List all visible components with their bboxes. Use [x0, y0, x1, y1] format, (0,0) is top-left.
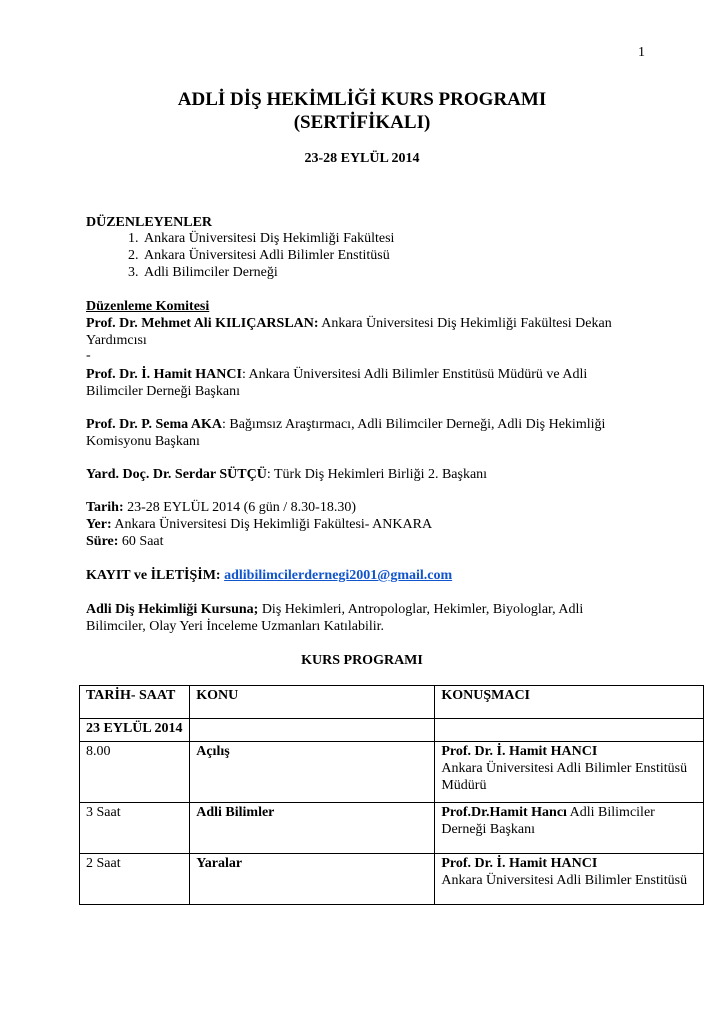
empty-cell [435, 719, 704, 742]
course-dates: 23-28 EYLÜL 2014 [304, 151, 420, 166]
committee-member [86, 315, 646, 349]
member-name: Yard. Doç. Dr. Serdar SÜTÇÜ [86, 467, 267, 482]
audience-label: Adli Diş Hekimliği Kursuna; [86, 602, 259, 617]
organizer-item: 3. Adli Bilimciler Derneği [142, 264, 642, 281]
document-subtitle: (SERTİFİKALI) [293, 112, 431, 133]
session-time: 2 Saat [80, 854, 190, 905]
audience-paragraph [86, 601, 646, 635]
audience-text: Diş Hekimleri, Antropologlar, Hekimler, Biyologlar, Adli Bilimciler, Olay Yeri İnceleme Uzmanları Katılabilir. [86, 602, 584, 634]
contact-label: KAYIT ve İLETİŞİM: [86, 568, 221, 583]
column-header-topic: KONU [190, 686, 435, 719]
empty-cell [190, 719, 435, 742]
session-speaker [435, 742, 704, 803]
program-heading: KURS PROGRAMI [301, 653, 423, 668]
info-place-value: Ankara Üniversitesi Diş Hekimliği Fakültesi- ANKARA [111, 517, 433, 532]
speaker-description: Adli Bilimciler Derneği Başkanı [441, 805, 655, 837]
table-row [80, 803, 704, 854]
member-name: Prof. Dr. Mehmet Ali KILIÇARSLAN: [86, 316, 319, 331]
info-date-label: Tarih: [86, 500, 124, 515]
contact-line [86, 567, 646, 584]
member-description: Ankara Üniversitesi Diş Hekimliği Fakültesi Dekan Yardımcısı [86, 316, 612, 348]
page-number: 1 [638, 45, 645, 60]
session-speaker [435, 803, 704, 854]
info-date [86, 499, 646, 516]
organizers-heading: DÜZENLEYENLER [86, 215, 213, 230]
speaker-name: Prof. Dr. İ. Hamit HANCI [441, 856, 598, 871]
info-duration-value: 60 Saat [118, 534, 164, 549]
table-row [80, 742, 704, 803]
committee-heading: Düzenleme Komitesi [86, 299, 210, 314]
committee-member [86, 366, 646, 400]
table-header-row [80, 686, 704, 719]
day-label: 23 EYLÜL 2014 [80, 719, 190, 742]
committee-member [86, 466, 646, 483]
column-header-date-time: TARİH- SAAT [80, 686, 190, 719]
speaker-name: Prof. Dr. İ. Hamit HANCI [441, 744, 598, 759]
session-speaker [435, 854, 704, 905]
member-name: Prof. Dr. İ. Hamit HANCI [86, 367, 242, 382]
table-row [80, 854, 704, 905]
table-day-row [80, 719, 704, 742]
info-duration [86, 533, 646, 550]
session-time: 8.00 [80, 742, 190, 803]
organizer-item: 1. Ankara Üniversitesi Diş Hekimliği Fakültesi [142, 230, 642, 247]
info-date-value: 23-28 EYLÜL 2014 (6 gün / 8.30-18.30) [123, 500, 357, 515]
session-topic: Yaralar [190, 854, 435, 905]
info-place-label: Yer: [86, 517, 112, 532]
session-topic: Adli Bilimler [190, 803, 435, 854]
member-description: : Ankara Üniversitesi Adli Bilimler Enstitüsü Müdürü ve Adli Bilimciler Derneği Başkanı [86, 367, 588, 399]
info-duration-label: Süre: [86, 534, 119, 549]
session-topic: Açılış [190, 742, 435, 803]
contact-email-link[interactable]: adlibilimcilerdernegi2001@gmail.com [224, 568, 453, 583]
committee-member [86, 416, 646, 450]
member-description: : Bağımsız Araştırmacı, Adli Bilimciler Derneği, Adli Diş Hekimliği Komisyonu Başkanı [86, 417, 606, 449]
course-info [86, 499, 646, 550]
info-place [86, 516, 646, 533]
member-description: : Türk Diş Hekimleri Birliği 2. Başkanı [266, 467, 488, 482]
column-header-speaker: KONUŞMACI [435, 686, 704, 719]
organizers-list [86, 230, 642, 281]
speaker-description: Ankara Üniversitesi Adli Bilimler Enstitüsü Müdürü [441, 761, 688, 793]
document-title: ADLİ DİŞ HEKİMLİĞİ KURS PROGRAMI [177, 89, 547, 110]
stray-dash: - [86, 348, 91, 363]
speaker-name: Prof.Dr.Hamit Hancı [441, 805, 567, 820]
program-table [79, 685, 704, 905]
session-time: 3 Saat [80, 803, 190, 854]
organizer-item: 2. Ankara Üniversitesi Adli Bilimler Enstitüsü [142, 247, 642, 264]
speaker-description: Ankara Üniversitesi Adli Bilimler Enstitüsü [441, 873, 688, 888]
member-name: Prof. Dr. P. Sema AKA [86, 417, 222, 432]
